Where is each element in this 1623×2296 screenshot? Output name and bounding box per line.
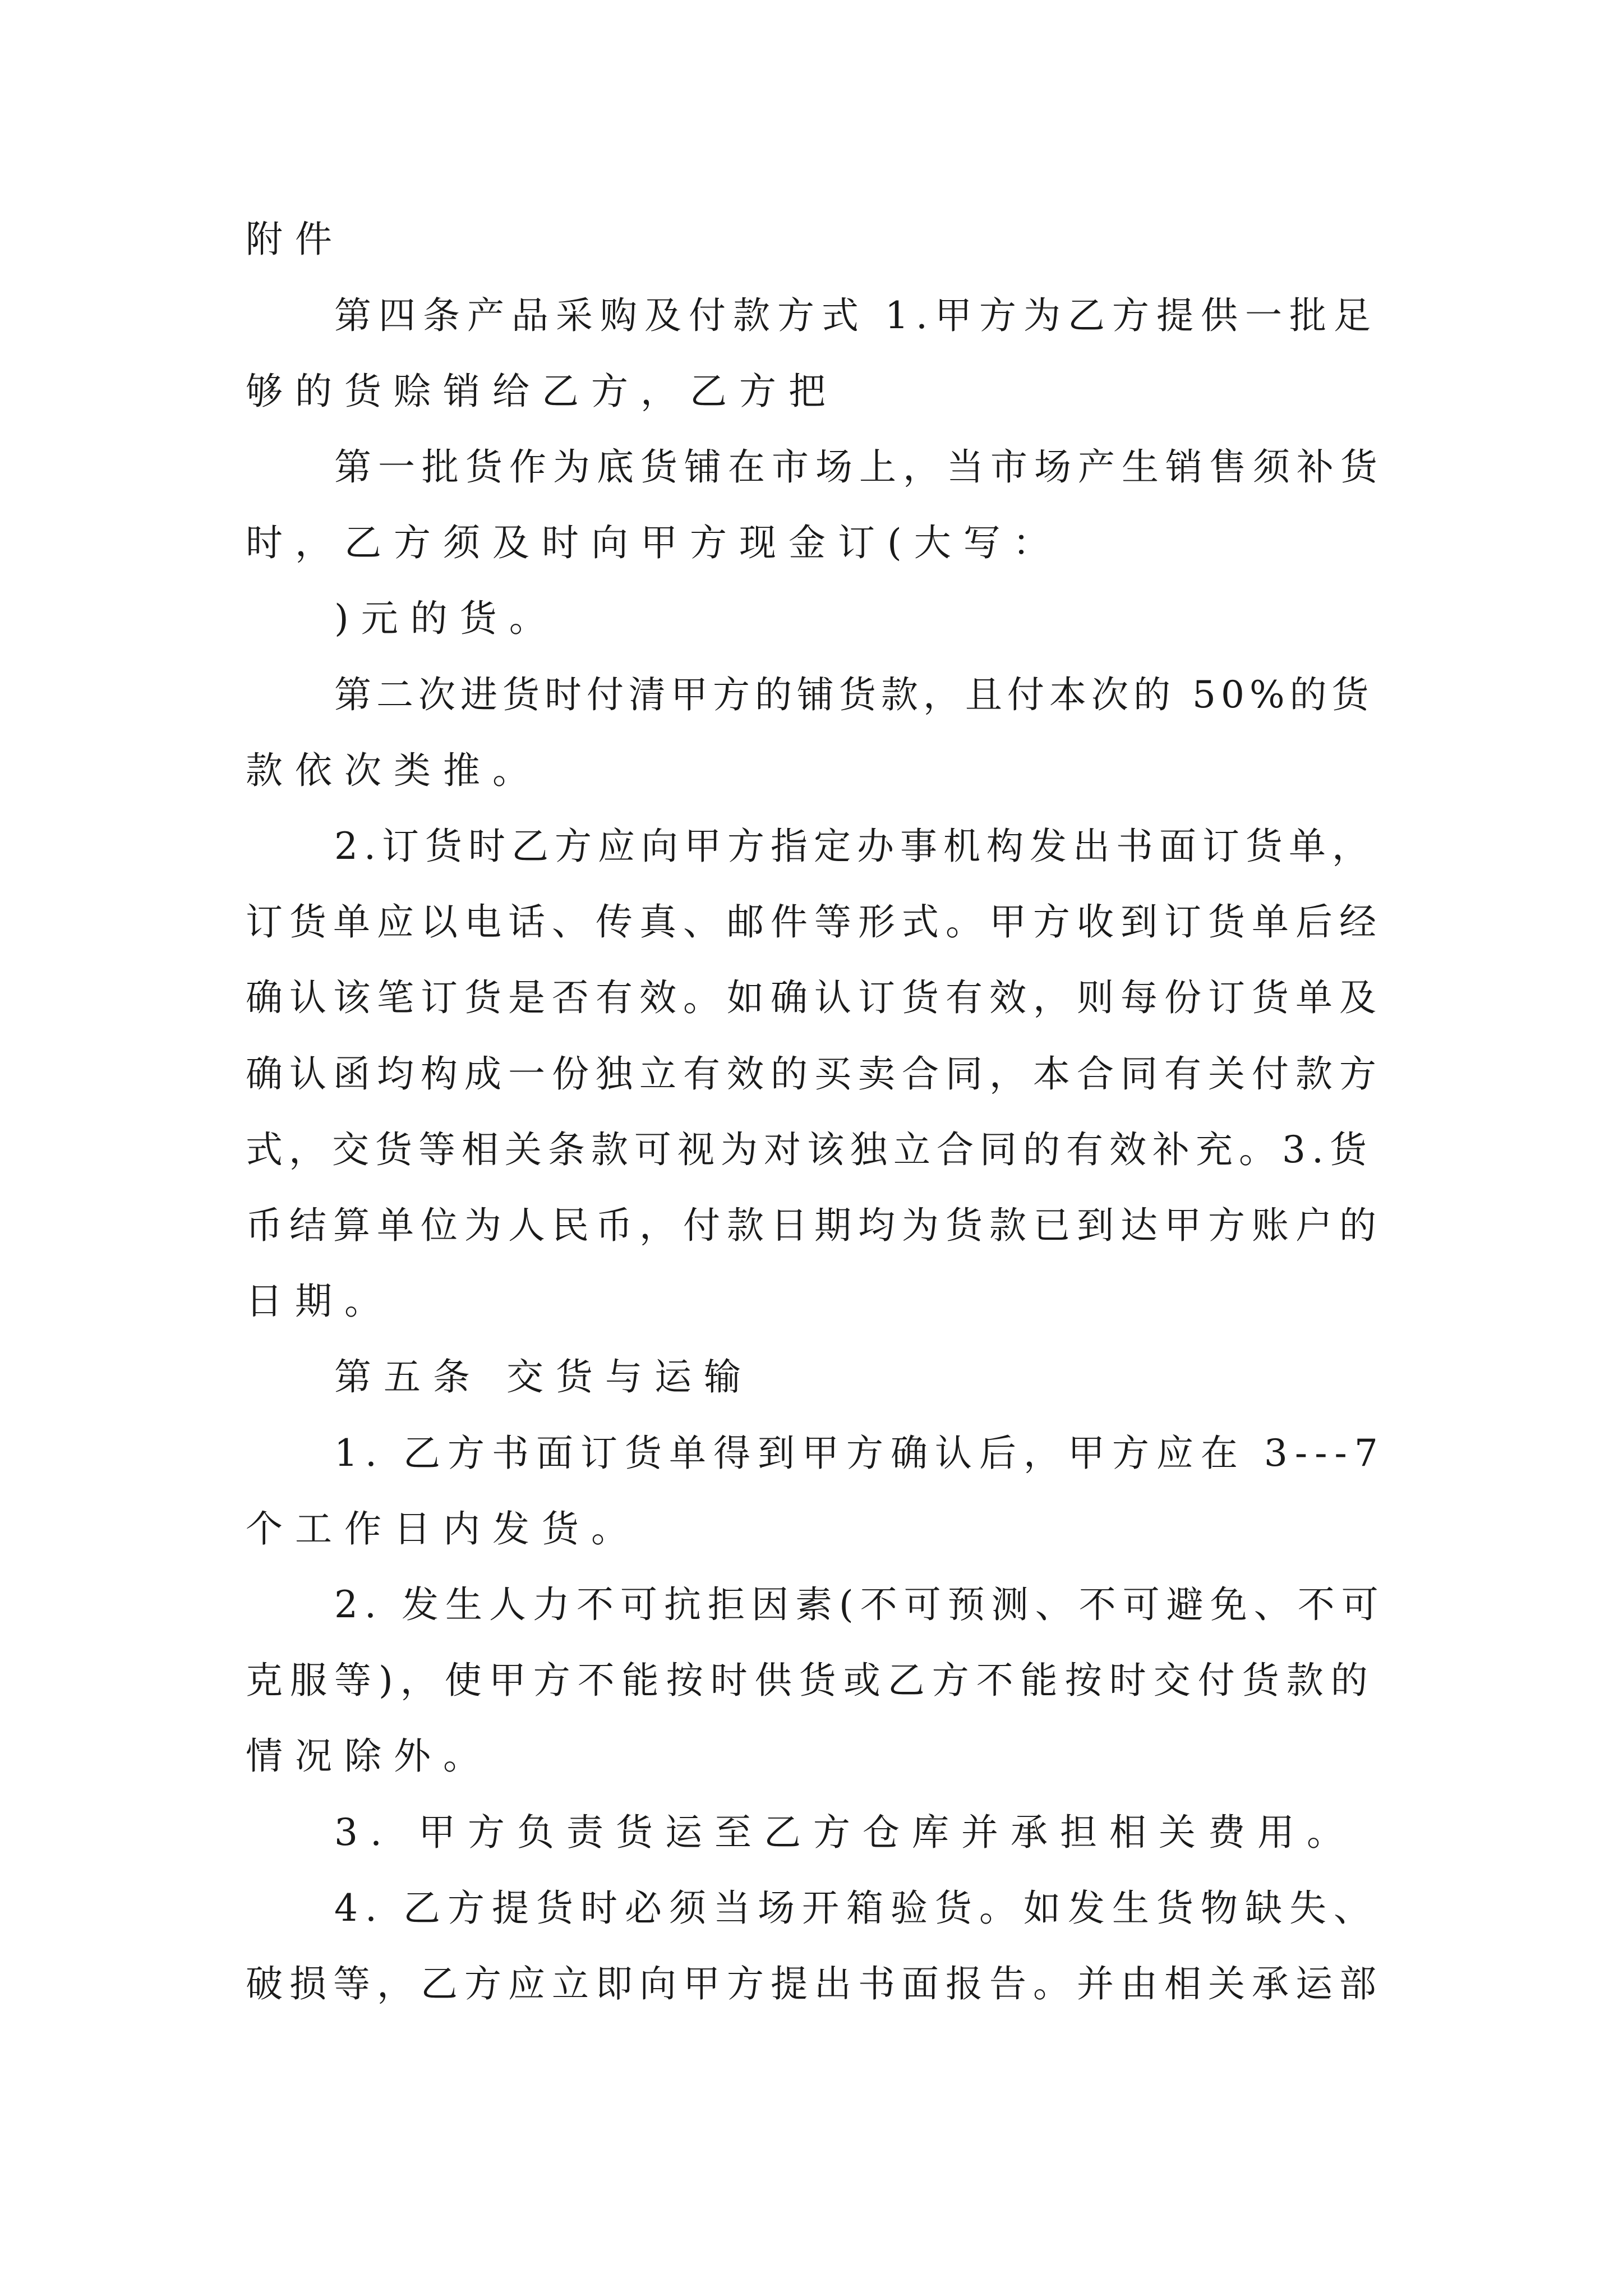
- text-line: 克服等)，使甲方不能按时供货或乙方不能按时交付货款的: [246, 1659, 1375, 1702]
- text-line: 款依次类推。: [246, 749, 542, 792]
- text-line: 个工作日内发货。: [246, 1507, 640, 1550]
- text-line: 第二次进货时付清甲方的铺货款，且付本次的 50%的货: [334, 673, 1374, 716]
- text-line: 第四条产品采购及付款方式 1.甲方为乙方提供一批足: [334, 294, 1378, 337]
- text-line: 币结算单位为人民币，付款日期均为货款已到达甲方账户的: [246, 1204, 1383, 1247]
- text-line: 确认函均构成一份独立有效的买卖合同，本合同有关付款方: [246, 1052, 1383, 1096]
- text-line: 订货单应以电话、传真、邮件等形式。甲方收到订货单后经: [246, 900, 1383, 944]
- text-line: 式，交货等相关条款可视为对该独立合同的有效补充。3.货: [246, 1128, 1373, 1171]
- text-line: 确认该笔订货是否有效。如确认订货有效，则每份订货单及: [246, 976, 1383, 1019]
- text-line: 情况除外。: [246, 1734, 492, 1778]
- text-line: 时，乙方须及时向甲方现金订(大写：: [246, 521, 1062, 564]
- text-line: 2. 发生人力不可抗拒因素(不可预测、不可避免、不可: [334, 1583, 1385, 1626]
- text-line: 第一批货作为底货铺在市场上，当市场产生销售须补货: [334, 445, 1384, 489]
- text-line: 够的货赊销给乙方，乙方把: [246, 370, 838, 413]
- text-line: 日期。: [246, 1280, 394, 1323]
- text-line: 2.订货时乙方应向甲方指定办事机构发出书面订货单，: [334, 825, 1375, 868]
- text-line: 4. 乙方提货时必须当场开箱验货。如发生货物缺失、: [334, 1887, 1378, 1930]
- text-line: 3. 甲方负责货运至乙方仓库并承担相关费用。: [334, 1811, 1356, 1854]
- attachment-heading: 附件: [246, 218, 344, 261]
- text-line: 破损等，乙方应立即向甲方提出书面报告。并由相关承运部: [246, 1962, 1383, 2005]
- text-line: 1. 乙方书面订货单得到甲方确认后，甲方应在 3---7: [334, 1432, 1385, 1475]
- section-heading: 第五条 交货与运输: [334, 1355, 753, 1398]
- text-line: )元的货。: [334, 597, 559, 640]
